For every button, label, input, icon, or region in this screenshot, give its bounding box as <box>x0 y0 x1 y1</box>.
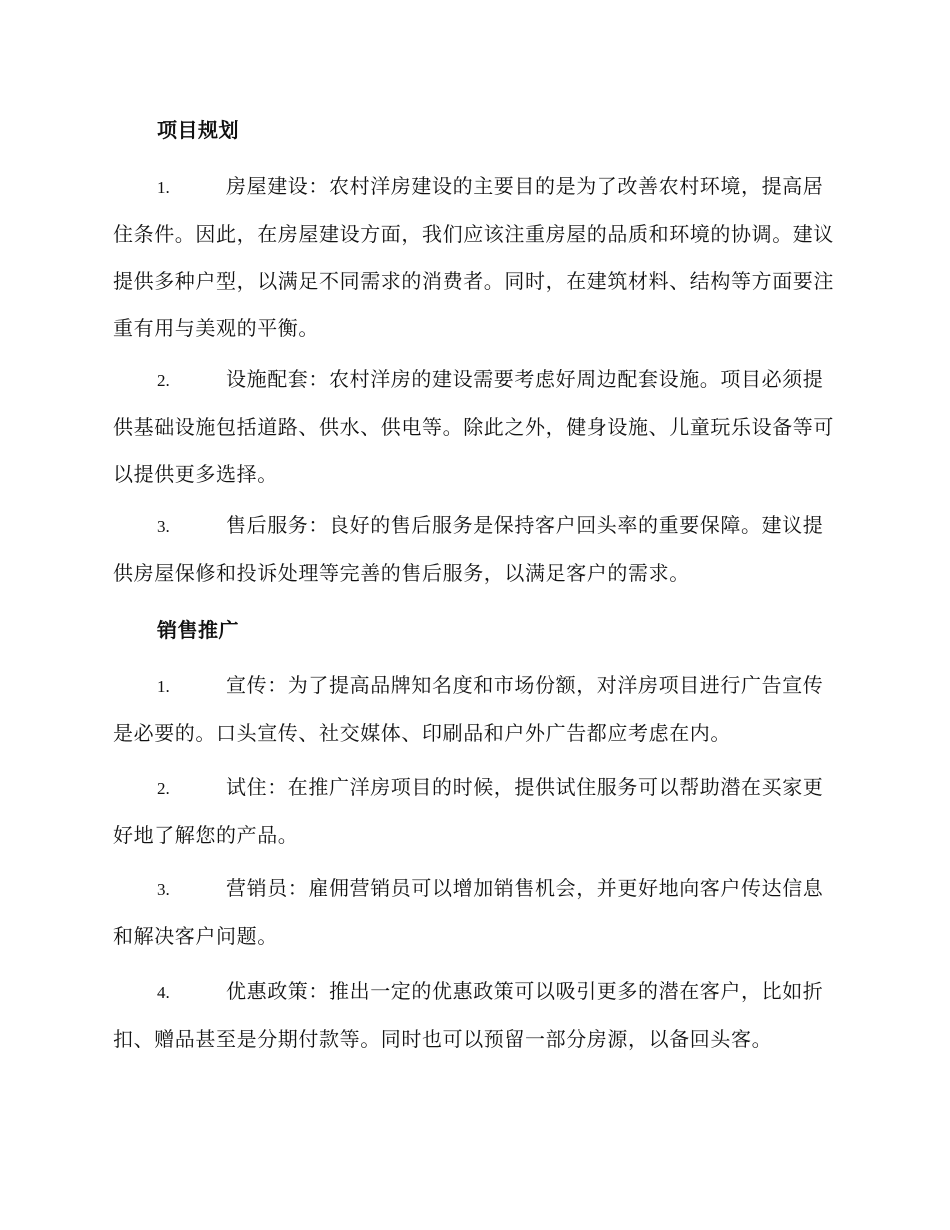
item-text: 设施配套：农村洋房的建设需要考虑好周边配套设施。项目必须提供基础设施包括道路、供水、供电等。除此之外，健身设施、儿童玩乐设备等可以提供更多选择。 <box>113 367 834 486</box>
list-item <box>113 356 835 498</box>
item-text: 营销员：雇佣营销员可以增加销售机会，并更好地向客户传达信息和解决客户问题。 <box>113 876 824 948</box>
section-heading-sales: 销售推广 <box>157 618 239 642</box>
section-heading-planning: 项目规划 <box>157 118 239 142</box>
item-number: 2. <box>157 371 170 390</box>
list-item <box>113 865 835 960</box>
list-item <box>113 502 835 597</box>
item-text: 宣传：为了提高品牌知名度和市场份额，对洋房项目进行广告宣传是必要的。口头宣传、社交媒体、印刷品和户外广告都应考虑在内。 <box>113 673 824 745</box>
item-text: 售后服务：良好的售后服务是保持客户回头率的重要保障。建议提供房屋保修和投诉处理等完善的售后服务，以满足客户的需求。 <box>113 513 824 585</box>
item-number: 2. <box>157 779 170 798</box>
item-text: 房屋建设：农村洋房建设的主要目的是为了改善农村环境，提高居住条件。因此，在房屋建设方面，我们应该注重房屋的品质和环境的协调。建议提供多种户型，以满足不同需求的消费者。同时，在建筑材料、结构等方面要注重有用与美观的平衡。 <box>113 174 834 340</box>
list-item <box>113 968 835 1063</box>
item-number: 3. <box>157 880 170 899</box>
item-number: 3. <box>157 517 170 536</box>
list-item <box>113 163 835 352</box>
list-item <box>113 764 835 859</box>
item-number: 4. <box>157 983 170 1002</box>
item-text: 优惠政策：推出一定的优惠政策可以吸引更多的潜在客户，比如折扣、赠品甚至是分期付款等。同时也可以预留一部分房源，以备回头客。 <box>113 979 824 1051</box>
list-item <box>113 662 835 757</box>
item-text: 试住：在推广洋房项目的时候，提供试住服务可以帮助潜在买家更好地了解您的产品。 <box>113 775 824 847</box>
item-number: 1. <box>157 178 170 197</box>
item-number: 1. <box>157 677 170 696</box>
